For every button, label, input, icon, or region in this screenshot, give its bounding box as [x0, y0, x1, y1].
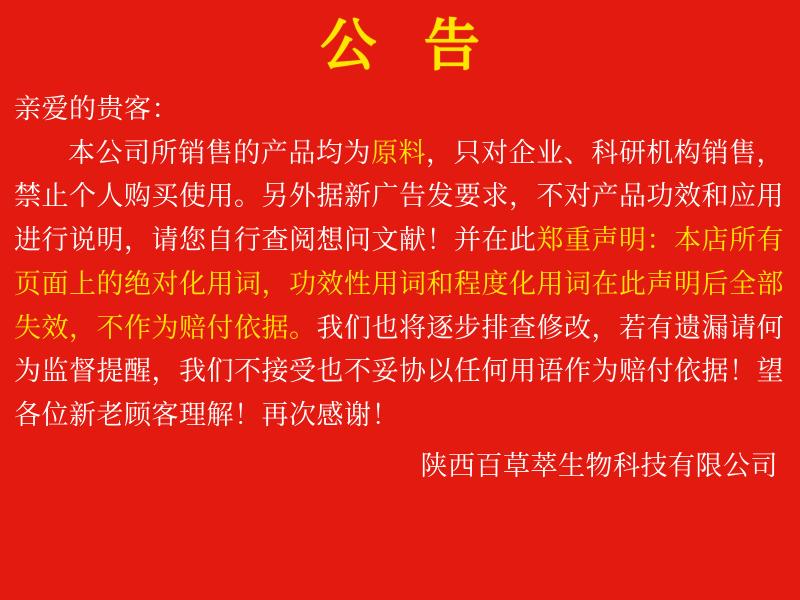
- company-signature: 陕西百草萃生物科技有限公司: [420, 450, 778, 482]
- paragraph-segment-3: ，只对企业、科研机构销售，禁止个人购买使用。另外据新广告发要求，不对产品功效和应用进行说明，请您自行查阅想问文献！并在此: [14, 137, 785, 257]
- salutation: 亲爱的贵客：: [14, 94, 179, 125]
- paragraph-highlight-statement: 郑重声明：本店所有页面上的绝对化用词，功效性用词和程度化用词在此声明后全部失效，不作为赔付依据。: [14, 225, 784, 344]
- paragraph-segment-1: 本公司所销售的产品均为: [68, 137, 371, 169]
- paragraph-highlight-raw-material: 原料: [370, 137, 427, 169]
- announcement-body: [0, 82, 800, 438]
- page-title: 公 告: [320, 14, 494, 79]
- announcement-paragraph: [14, 132, 784, 438]
- paragraph-segment-5: 我们也将逐步排查修改，若有遗漏请何为监督提醒，我们不接受也不妥协以任何用语作为赔付依据！望各位新老顾客理解！再次感谢！: [14, 312, 784, 432]
